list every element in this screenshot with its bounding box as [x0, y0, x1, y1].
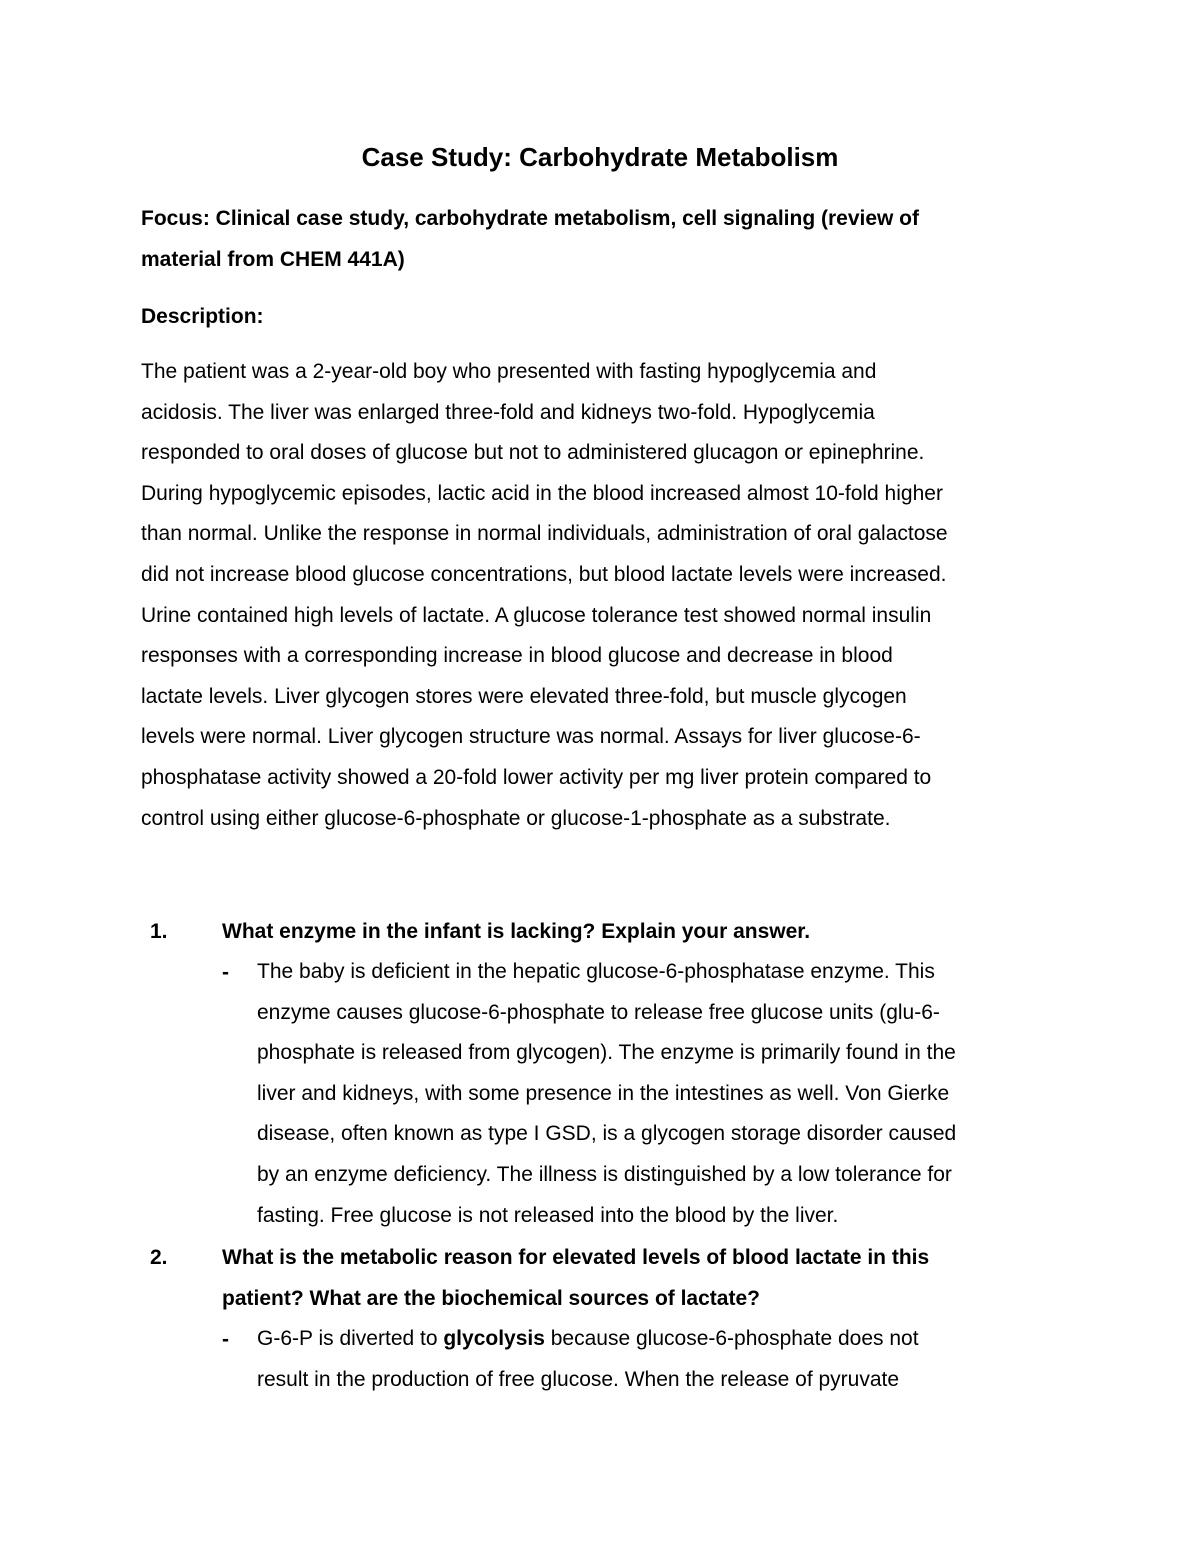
question-line: What enzyme in the infant is lacking? Explain your answer.: [222, 920, 811, 943]
answer-line: phosphate is released from glycogen). The enzyme is primarily found in the: [257, 1041, 956, 1065]
answer-bullet: -: [222, 961, 229, 984]
answer-line: [257, 1319, 919, 1360]
description-line: responses with a corresponding increase in blood glucose and decrease in blood: [141, 644, 893, 668]
description-line: acidosis. The liver was enlarged three-fold and kidneys two-fold. Hypoglycemia: [141, 400, 875, 424]
answer-bullet: -: [222, 1328, 229, 1351]
answer-segment: G-6-P is diverted to: [257, 1327, 444, 1350]
focus-line: material from CHEM 441A): [141, 247, 405, 271]
description-paragraph: [141, 352, 948, 839]
answer-line: The baby is deficient in the hepatic glucose-6-phosphatase enzyme. This: [257, 960, 935, 983]
focus-statement: [141, 198, 1061, 279]
question-line: What is the metabolic reason for elevated levels of blood lactate in this: [222, 1246, 930, 1269]
answer-segment: because glucose-6-phosphate does not: [544, 1327, 919, 1350]
question-text: [222, 1237, 929, 1318]
document-title: Case Study: Carbohydrate Metabolism: [361, 142, 839, 172]
description-line: During hypoglycemic episodes, lactic acid in the blood increased almost 10-fold higher: [141, 481, 943, 505]
description-line: responded to oral doses of glucose but not to administered glucagon or epinephrine.: [141, 441, 925, 465]
answer-line: liver and kidneys, with some presence in the intestines as well. Von Gierke: [257, 1081, 950, 1105]
glycolysis-term: glycolysis: [443, 1327, 545, 1350]
answer-line: result in the production of free glucose. When the release of pyruvate: [257, 1367, 900, 1391]
question-number: 2.: [150, 1246, 168, 1269]
description-line: than normal. Unlike the response in normal individuals, administration of oral galactose: [141, 522, 948, 546]
answer-text: [257, 952, 956, 1236]
question-line: patient? What are the biochemical sources of lactate?: [222, 1286, 760, 1310]
answer-line: enzyme causes glucose-6-phosphate to release free glucose units (glu-6-: [257, 1000, 940, 1024]
answer-text: [257, 1319, 919, 1400]
description-line: Urine contained high levels of lactate. A glucose tolerance test showed normal insulin: [141, 603, 932, 627]
description-heading: Description:: [141, 305, 264, 328]
question-text: [222, 911, 810, 952]
description-line: did not increase blood glucose concentrations, but blood lactate levels were increased.: [141, 562, 947, 586]
description-line: control using either glucose-6-phosphate or glucose-1-phosphate as a substrate.: [141, 806, 891, 830]
answer-line: fasting. Free glucose is not released into the blood by the liver.: [257, 1203, 839, 1227]
focus-line: Focus: Clinical case study, carbohydrate metabolism, cell signaling (review of: [141, 207, 920, 230]
question-number: 1.: [150, 920, 168, 943]
answer-line: by an enzyme deficiency. The illness is distinguished by a low tolerance for: [257, 1162, 952, 1186]
description-line: levels were normal. Liver glycogen structure was normal. Assays for liver glucose-6-: [141, 725, 921, 749]
description-line: lactate levels. Liver glycogen stores were elevated three-fold, but muscle glycogen: [141, 684, 907, 708]
description-line: The patient was a 2-year-old boy who presented with fasting hypoglycemia and: [141, 360, 877, 383]
answer-line: disease, often known as type I GSD, is a glycogen storage disorder caused: [257, 1122, 957, 1146]
description-line: phosphatase activity showed a 20-fold lower activity per mg liver protein compared to: [141, 765, 932, 789]
